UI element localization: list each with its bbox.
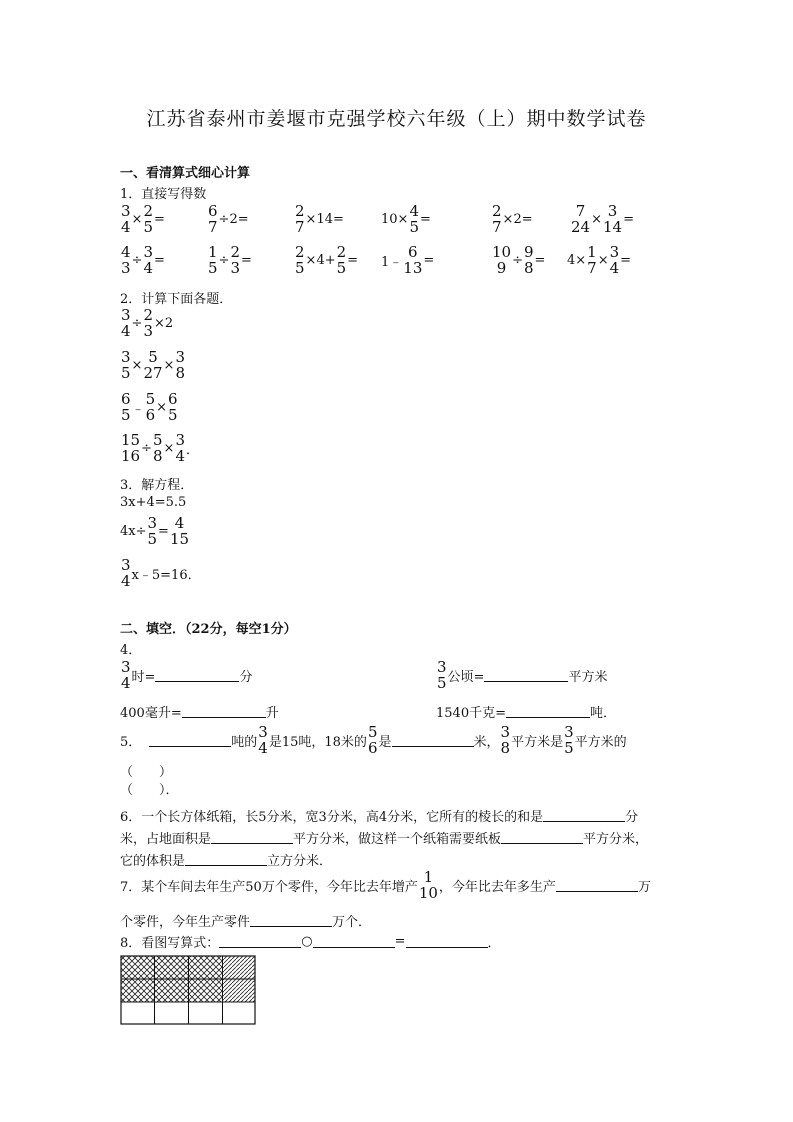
q1-item: 10 9 ÷ 9 8 = (492, 243, 546, 277)
q5-paren-denominator[interactable]: （ ）． (120, 783, 179, 798)
q1-item: 2 7 ×14= (295, 202, 344, 236)
q4-item-c: 400毫升= 升 (120, 706, 279, 721)
page-title: 江苏省泰州市姜堰市克强学校六年级（上）期中数学试卷 (146, 108, 647, 130)
q1-item: 1 5 ÷ 2 3 = (208, 243, 252, 277)
q1-item: 1﹣ 6 13 = (381, 243, 435, 277)
answer-blank[interactable] (250, 914, 332, 927)
answer-blank[interactable] (406, 935, 488, 948)
q8-grid-figure (120, 955, 256, 1025)
answer-blank[interactable] (556, 879, 638, 892)
q5-line: 5． 吨的 3 4 是15吨，18米的 5 6 是 米， 3 8 平方米是 3 5 平方米的 (120, 723, 627, 757)
q4-item-d: 1540千克= 吨． (436, 706, 616, 721)
q4-item-b: 3 5 公顷= 平方米 (437, 658, 608, 692)
section-1-heading: 一、看清算式细心计算 (120, 166, 251, 181)
answer-blank[interactable] (392, 734, 474, 747)
q4-label: 4． (120, 643, 142, 658)
q1-item: 3 4 × 2 5 = (121, 202, 165, 236)
answer-blank[interactable] (211, 831, 293, 844)
q2-heading: 2．计算下面各题． (120, 292, 233, 307)
q3-equation-3: 3 4 x﹣5=16． (121, 556, 201, 590)
q1-item: 2 5 ×4+ 2 5 = (295, 243, 359, 277)
q5-paren-numerator[interactable]: （ ） (120, 765, 173, 780)
answer-blank[interactable] (484, 669, 568, 682)
q1-item: 6 7 ÷2= (208, 202, 249, 236)
q6-line-2: 米，占地面积是 平方分米，做这样一个纸箱需要纸板 平方分米， (120, 832, 649, 847)
answer-blank[interactable] (219, 935, 301, 948)
answer-blank[interactable] (506, 705, 590, 718)
answer-blank[interactable] (501, 831, 583, 844)
q3-heading: 3．解方程． (120, 478, 194, 493)
q6-line-3: 它的体积是 立方分米． (120, 854, 333, 869)
q3-equation-1: 3x+4=5.5 (120, 495, 187, 510)
answer-blank[interactable] (543, 809, 625, 822)
answer-blank[interactable] (182, 705, 266, 718)
q6-line-1: 6．一个长方体纸箱，长5分米，宽3分米，高4分米，它所有的棱长的和是 分 (120, 810, 639, 825)
q7-line-1: 7．某个车间去年生产50万个零件，今年比去年增产 1 10 ，今年比去年多生产 万 (120, 868, 651, 902)
answer-blank[interactable] (149, 734, 231, 747)
section-2-heading: 二、填空．（22分，每空1分） (120, 622, 297, 637)
q1-item: 2 7 ×2= (492, 202, 533, 236)
q2-item: 6 5 ﹣ 5 6 × 6 5 (121, 390, 178, 424)
q1-item: 4 3 ÷ 3 4 = (121, 243, 165, 277)
q2-item: 15 16 ÷ 5 8 × 3 4 ． (121, 431, 200, 465)
q1-item: 10× 4 5 = (381, 202, 431, 236)
q7-line-2: 个零件，今年生产零件 万个． (120, 915, 372, 930)
q2-item: 3 5 × 5 27 × 3 8 (121, 348, 185, 382)
q3-equation-2: 4x÷ 3 5 = 4 15 (120, 514, 190, 548)
q1-item: 4× 1 7 × 3 4 = (567, 243, 632, 277)
answer-blank[interactable] (313, 935, 395, 948)
q1-item: 7 24 × 3 14 = (571, 202, 634, 236)
q2-item: 3 4 ÷ 2 3 ×2 (121, 306, 174, 340)
q4-item-a: 3 4 时= 分 (121, 658, 253, 692)
answer-blank[interactable] (185, 853, 267, 866)
q1-heading: 1．直接写得数 (120, 187, 207, 202)
q8-line: 8．看图写算式： ○ = ． (120, 934, 501, 951)
answer-blank[interactable] (155, 669, 239, 682)
